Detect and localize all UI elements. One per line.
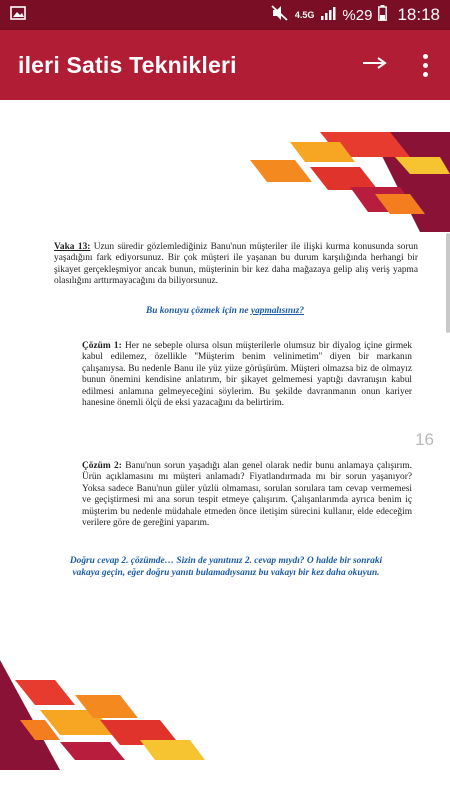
solution-1-label: Çözüm 1: xyxy=(82,341,122,351)
solution-1-paragraph xyxy=(82,341,412,409)
status-left xyxy=(10,6,26,25)
top-right-decoration-graphic xyxy=(250,132,450,232)
solution-2-label: Çözüm 2: xyxy=(82,461,122,471)
next-page-button[interactable] xyxy=(358,48,392,82)
image-icon xyxy=(10,6,26,25)
signal-icon xyxy=(320,6,336,24)
solution-1-text: Her ne sebeple olursa olsun müşterilerle olumsuz bir diyalog içine girmek kabul edilemez, özellikle ''Müşterim benim velinimetim'' diyen bir markanın çalışanıysa. Bu nedenle Banu ile yüz yüze görüşürüm. Müşteri olmazsa biz de olmayız bunun önemini kendisine anlatırım, bir şikayet gelmemesi yaptığı davranışın kabul edilmesi anlamına gelmeyeceğini söylerim. Bu şekilde davranmanın onun kariyer hanesine önemli ölçü de eksi yazacağını da belirtirim. xyxy=(82,341,413,409)
battery-percent: %29 xyxy=(342,6,373,24)
case-text: Uzun süredir gözlemlediğiniz Banu'nun müşteriler ile ilişki kurma konusunda sorun yaşadığını fark ediyorsunuz. Bir çok müşteri ile yaşanan bu durum karşılığında herhangi bir şikayet gerçekleşmiyor ancak bunun, müşterinin bir kez daha mağazaya gelip alış veriş yapma olasılığını arttırmayacağını da biliyorsunuz. xyxy=(54,242,418,287)
more-vert-icon-dot xyxy=(423,63,428,68)
status-right xyxy=(271,5,440,25)
arrow-right-icon xyxy=(362,56,388,75)
more-options-button[interactable] xyxy=(418,48,432,82)
case-label: Vaka 13: xyxy=(54,242,91,252)
network-type: 4.5G xyxy=(294,9,315,20)
bottom-left-decoration-graphic xyxy=(0,660,210,770)
solution-2-text: Banu'nun sorun yaşadığı alan genel olarak nedir bunu anlamaya çalışırım. Ürün açıklamasını mı müşteri anlamadı? Fiyatlandırmada mı bir sorun yaşanıyor? Yoksa sadece Banu'nun güler yüzlü olmaması, sorulan sorulara tam cevap vermemesi ve geçiştirmesi mi ana sorun tespit etmeye çalışırım. Çalışanlarımda ayrıca benim iç müşterim bu nedenle müdahale etmeden önce iletişim sürecini kullanır, elde edeceğim verilere göre de gereğini yaparım. xyxy=(82,461,412,529)
question-heading xyxy=(40,306,410,316)
question-text: Bu konuyu çözmek için ne xyxy=(145,306,251,316)
app-title: ileri Satis Teknikleri xyxy=(18,51,237,78)
mute-icon xyxy=(271,5,289,25)
solution-2-paragraph xyxy=(82,461,412,529)
scroll-indicator[interactable] xyxy=(446,233,450,333)
more-vert-icon-dot xyxy=(423,54,428,59)
question-underlined: yapmalısınız? xyxy=(250,306,305,316)
answer-note: Doğru cevap 2. çözümde… Sizin de yanıtınız 2. cevap mıydı? O halde bir sonraki vakaya geçin, eğer doğru yanıtı bulamadıysanız bu vakayı bir kez daha okuyun. xyxy=(69,556,383,578)
case-paragraph xyxy=(54,242,418,288)
clock: 18:18 xyxy=(397,5,440,24)
more-vert-icon-dot xyxy=(423,72,428,77)
status-bar xyxy=(0,0,450,30)
battery-icon xyxy=(378,5,387,25)
app-bar xyxy=(0,30,450,100)
page-number: 16 xyxy=(415,430,434,449)
document-page[interactable] xyxy=(0,100,450,800)
